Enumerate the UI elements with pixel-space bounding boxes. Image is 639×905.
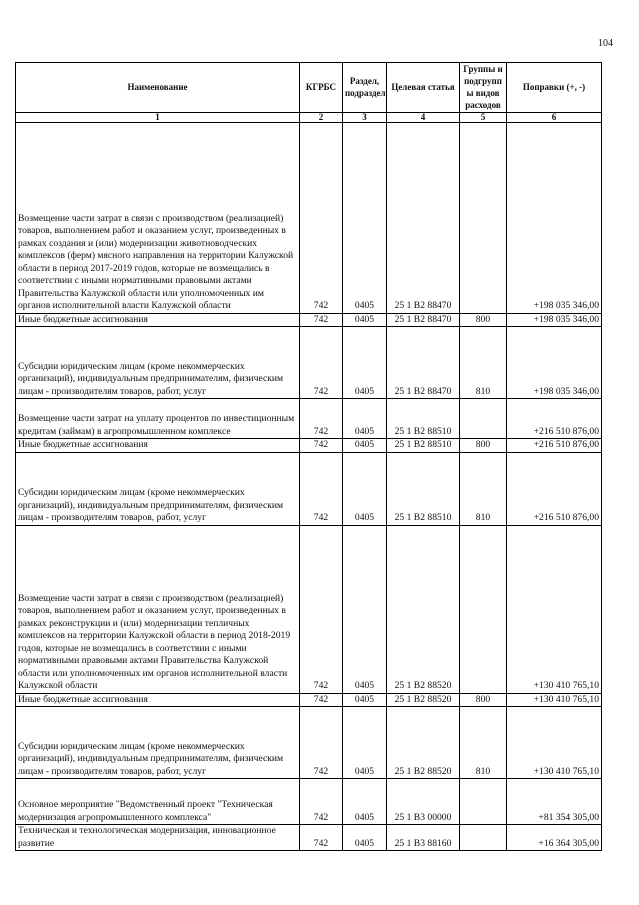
row-section: 0405 [343,693,387,706]
column-number-row [16,112,602,122]
table-row [16,706,602,778]
column-number: 2 [300,112,343,122]
row-amount: +81 354 305,00 [507,778,602,824]
row-target: 25 1 В2 88470 [387,122,460,313]
row-target: 25 1 В2 88470 [387,327,460,399]
row-name: Возмещение части затрат в связи с производством (реализацией) товаров, выполнением работ и оказанием услуг, произведенных в рамках реконструкции и (или) модернизации тепличных комплексов на территории Калужской области в период 2018-2019 годов, которые не возмещались в соответствии с иными нормативными правовыми актами Правительства Калужской области или уполномоченных им органов исполнительной власти Калужской области [16,525,300,693]
row-group [460,778,507,824]
row-section: 0405 [343,824,387,850]
row-kgrbs: 742 [300,313,343,326]
row-section: 0405 [343,313,387,326]
row-name: Возмещение части затрат в связи с производством (реализацией) товаров, выполнением работ и оказанием услуг, произведенных в рамках создания и (или) модернизации животноводческих комплексов (ферм) мясного направления на территории Калужской области в период 2017-2019 годов, которые не возмещались в соответствии с иными нормативными правовыми актами Правительства Калужской области или уполномоченных им органов исполнительной власти Калужской области [16,122,300,313]
row-name: Субсидии юридическим лицам (кроме некоммерческих организаций), индивидуальным предпринимателям, физическим лицам - производителям товаров, работ, услуг [16,706,300,778]
row-group [460,525,507,693]
table-row [16,327,602,399]
row-amount: +216 510 876,00 [507,452,602,525]
header-amendments: Поправки (+, -) [507,63,602,113]
budget-table [15,62,602,851]
row-kgrbs: 742 [300,706,343,778]
table-row [16,399,602,439]
row-section: 0405 [343,122,387,313]
row-target: 25 1 В2 88520 [387,693,460,706]
row-kgrbs: 742 [300,778,343,824]
row-group [460,824,507,850]
row-target: 25 1 В2 88510 [387,452,460,525]
row-group: 810 [460,327,507,399]
row-amount: +198 035 346,00 [507,327,602,399]
row-section: 0405 [343,399,387,439]
row-name: Возмещение части затрат на уплату процентов по инвестиционным кредитам (займам) в агропромышленном комплексе [16,399,300,439]
row-kgrbs: 742 [300,327,343,399]
row-name: Иные бюджетные ассигнования [16,693,300,706]
row-target: 25 1 В2 88520 [387,706,460,778]
row-kgrbs: 742 [300,439,343,452]
row-amount: +216 510 876,00 [507,399,602,439]
header-name: Наименование [16,63,300,113]
row-section: 0405 [343,439,387,452]
row-amount: +130 410 765,10 [507,706,602,778]
column-number: 5 [460,112,507,122]
row-section: 0405 [343,525,387,693]
row-section: 0405 [343,706,387,778]
row-target: 25 1 В3 00000 [387,778,460,824]
row-section: 0405 [343,327,387,399]
row-target: 25 1 В2 88520 [387,525,460,693]
table-row [16,439,602,452]
row-section: 0405 [343,452,387,525]
row-amount: +130 410 765,10 [507,525,602,693]
row-kgrbs: 742 [300,122,343,313]
column-number: 4 [387,112,460,122]
column-number: 6 [507,112,602,122]
row-name: Иные бюджетные ассигнования [16,439,300,452]
row-group [460,399,507,439]
table-row [16,778,602,824]
row-group: 810 [460,452,507,525]
row-group: 800 [460,313,507,326]
row-kgrbs: 742 [300,452,343,525]
table-row [16,525,602,693]
row-group: 800 [460,439,507,452]
row-amount: +198 035 346,00 [507,122,602,313]
row-target: 25 1 В2 88470 [387,313,460,326]
column-number: 3 [343,112,387,122]
row-amount: +130 410 765,10 [507,693,602,706]
row-target: 25 1 В2 88510 [387,399,460,439]
table-row [16,693,602,706]
page-number: 104 [598,38,613,49]
row-name: Основное мероприятие "Ведомственный проект "Техническая модернизация агропромышленного комплекса" [16,778,300,824]
header-section: Раздел, подраздел [343,63,387,113]
column-number: 1 [16,112,300,122]
row-group [460,122,507,313]
row-kgrbs: 742 [300,824,343,850]
row-amount: +216 510 876,00 [507,439,602,452]
row-kgrbs: 742 [300,525,343,693]
row-name: Субсидии юридическим лицам (кроме некоммерческих организаций), индивидуальным предпринимателям, физическим лицам - производителям товаров, работ, услуг [16,452,300,525]
row-name: Субсидии юридическим лицам (кроме некоммерческих организаций), индивидуальным предпринимателям, физическим лицам - производителям товаров, работ, услуг [16,327,300,399]
row-target: 25 1 В2 88510 [387,439,460,452]
row-amount: +16 364 305,00 [507,824,602,850]
row-group: 800 [460,693,507,706]
table-row [16,452,602,525]
row-amount: +198 035 346,00 [507,313,602,326]
row-group: 810 [460,706,507,778]
row-name: Техническая и технологическая модернизация, инновационное развитие [16,824,300,850]
table-row [16,824,602,850]
row-target: 25 1 В3 88160 [387,824,460,850]
row-section: 0405 [343,778,387,824]
row-kgrbs: 742 [300,693,343,706]
row-name: Иные бюджетные ассигнования [16,313,300,326]
header-row [16,63,602,113]
header-target: Целевая статья [387,63,460,113]
header-kgrbs: КГРБС [300,63,343,113]
table-row [16,313,602,326]
row-kgrbs: 742 [300,399,343,439]
table-row [16,122,602,313]
header-groups: Группы и подгрупп ы видов расходов [460,63,507,113]
